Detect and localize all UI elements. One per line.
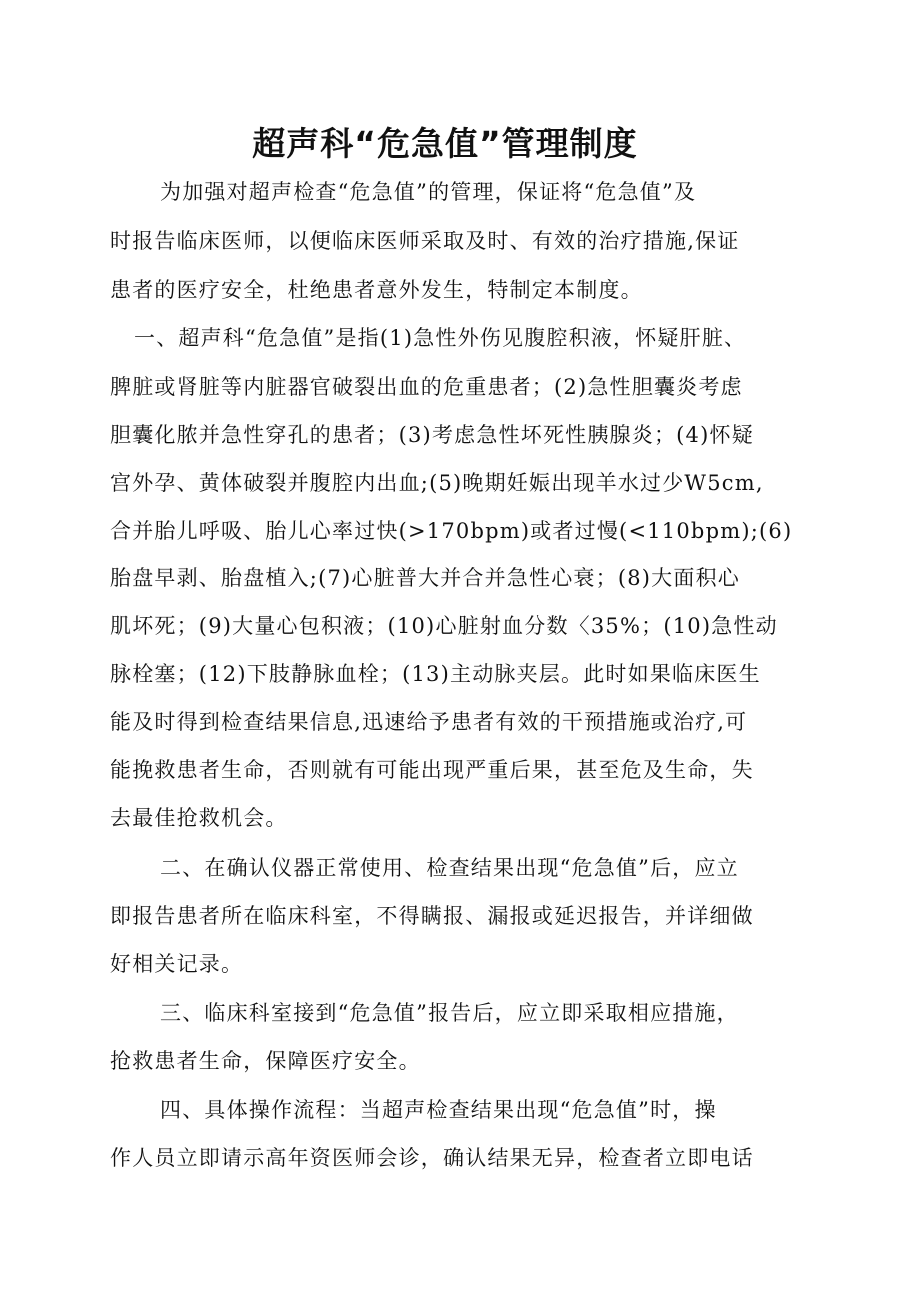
text-line: 脉栓塞；(12)下肢静脉血栓；(13)主动脉夹层。此时如果临床医生 [110, 662, 761, 686]
text-line: 时报告临床医师，以便临床医师采取及时、有效的治疗措施,保证 [110, 229, 740, 253]
text-line: 脾脏或肾脏等内脏器官破裂出血的危重患者；(2)急性胆囊炎考虑 [110, 375, 743, 399]
text-line: 四、具体操作流程：当超声检查结果出现“危急值”时，操 [160, 1098, 717, 1122]
text-line: 能挽救患者生命，否则就有可能出现严重后果，甚至危及生命，失 [110, 758, 754, 782]
text-line: 胆囊化脓并急性穿孔的患者；(3)考虑急性坏死性胰腺炎；(4)怀疑 [110, 423, 754, 447]
document-title: 超声科“危急值”管理制度 [252, 124, 638, 163]
text-line: 肌坏死；(9)大量心包积液；(10)心脏射血分数〈35%；(10)急性动 [110, 614, 778, 638]
text-line: 患者的医疗安全，杜绝患者意外发生，特制定本制度。 [110, 278, 643, 302]
text-line: 能及时得到检查结果信息,迅速给予患者有效的干预措施或治疗,可 [110, 710, 748, 734]
text-line: 抢救患者生命，保障医疗安全。 [110, 1049, 421, 1073]
text-line: 即报告患者所在临床科室，不得瞒报、漏报或延迟报告，并详细做 [110, 904, 754, 928]
text-line: 作人员立即请示高年资医师会诊，确认结果无异，检查者立即电话 [110, 1146, 754, 1170]
text-line: 去最佳抢救机会。 [110, 806, 288, 830]
text-line: 二、在确认仪器正常使用、检查结果出现“危急值”后，应立 [160, 856, 739, 880]
text-line: 三、临床科室接到“危急值”报告后，应立即采取相应措施， [160, 1001, 739, 1025]
text-line: 胎盘早剥、胎盘植入;(7)心脏普大并合并急性心衰；(8)大面积心 [110, 566, 740, 590]
text-line: 合并胎儿呼吸、胎儿心率过快(>170bpm)或者过慢(<110bpm);(6) [110, 519, 793, 543]
text-line: 好相关记录。 [110, 952, 244, 976]
text-line: 宫外孕、黄体破裂并腹腔内出血;(5)晚期妊娠出现羊水过少W5cm, [110, 471, 764, 495]
text-line: 为加强对超声检查“危急值”的管理，保证将“危急值”及 [160, 180, 697, 204]
text-line: 一、超声科“危急值”是指(1)急性外伤见腹腔积液，怀疑肝脏、 [134, 326, 747, 350]
